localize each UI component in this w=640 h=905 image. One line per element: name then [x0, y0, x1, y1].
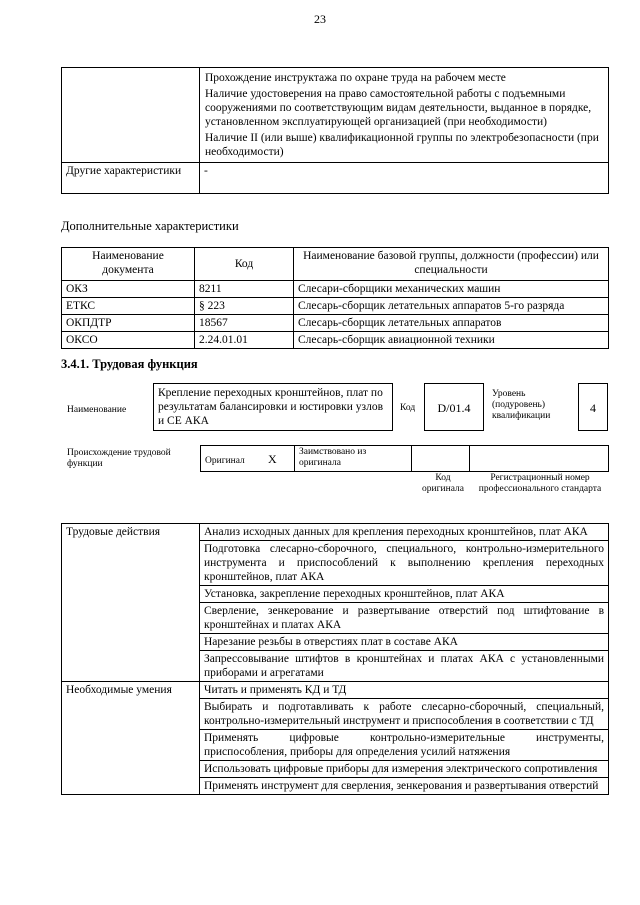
other-characteristics-value: -: [200, 163, 609, 194]
code-cell: 8211: [195, 281, 294, 298]
other-characteristics-label: Другие характеристики: [62, 163, 200, 194]
code-value: D/01.4: [437, 401, 471, 415]
requirement-line: Наличие удостоверения на право самостоятельной работы с подъемными сооружениями по соответствующим видам деятельности, выданное в порядке, установленном эксплуатирующей организацией (при необходимости): [205, 88, 592, 128]
level-box: [578, 383, 608, 431]
doc-cell: ЕТКС: [62, 298, 195, 315]
function-heading: 3.4.1. Трудовая функция: [61, 357, 198, 371]
doc-cell: ОКСО: [62, 332, 195, 349]
additional-table: [61, 247, 609, 349]
skill-item: Выбирать и подготавливать к работе слесарно-сборочный, специальный, контрольно-измерительный инструмент и приспособления в соответствии с ТД: [200, 699, 609, 730]
skills-label: Необходимые умения: [62, 682, 200, 795]
action-item: Сверление, зенкерование и развертывание отверстий под штифтование в кронштейнах и платах АКА: [200, 603, 609, 634]
group-cell: Слесарь-сборщик летательных аппаратов 5-го разряда: [294, 298, 609, 315]
header-group: Наименование базовой группы, должности (профессии) или специальности: [294, 248, 609, 281]
reg-number-label: Регистрационный номер профессионального стандарта: [478, 473, 602, 494]
page-number: 23: [314, 12, 326, 26]
skill-item: Читать и применять КД и ТД: [200, 682, 609, 699]
origin-divider: [411, 445, 412, 472]
header-document: Наименование документа: [62, 248, 195, 281]
action-item: Установка, закрепление переходных кронштейнов, плат АКА: [200, 586, 609, 603]
function-name: Крепление переходных кронштейнов, плат по результатам балансировки и юстировки узлов и СЕ АКА: [158, 387, 384, 427]
action-item: Подготовка слесарно-сборочного, специального, контрольно-измерительного инструмента и приспособлений к выполнению крепления переходных кронштейнов, плат АКА: [200, 541, 609, 586]
name-label: Наименование: [67, 405, 127, 415]
origin-row: [200, 445, 609, 472]
table-row: [62, 281, 609, 298]
level-label: Уровень (подуровень) квалификации: [492, 389, 551, 421]
group-cell: Слесари-сборщики механических машин: [294, 281, 609, 298]
function-name-box: [153, 383, 393, 431]
additional-title: Дополнительные характеристики: [61, 219, 239, 233]
skill-item: Использовать цифровые приборы для измерения электрического сопротивления: [200, 761, 609, 778]
level-value: 4: [590, 401, 596, 415]
requirement-line: Наличие II (или выше) квалификационной группы по электробезопасности (при необходимости): [205, 132, 599, 158]
code-box: [424, 383, 484, 431]
group-cell: Слесарь-сборщик летательных аппаратов: [294, 315, 609, 332]
skill-item: Применять цифровые контрольно-измерительные инструменты, приспособления, приборы для определения усилий натяжения: [200, 730, 609, 761]
doc-cell: ОКЗ: [62, 281, 195, 298]
skill-item: Применять инструмент для сверления, зенкерования и развертывания отверстий: [200, 778, 609, 795]
action-item: Анализ исходных данных для крепления переходных кронштейнов, плат АКА: [200, 524, 609, 541]
code-original-label: Код оригинала: [422, 473, 464, 494]
requirements-table: [61, 67, 609, 194]
requirement-line: Прохождение инструктажа по охране труда на рабочем месте: [205, 72, 506, 84]
group-cell: Слесарь-сборщик авиационной техники: [294, 332, 609, 349]
origin-divider: [469, 445, 470, 472]
borrowed-label: Заимствовано из оригинала: [299, 447, 367, 468]
original-label: Оригинал: [205, 456, 245, 466]
table-row: [62, 315, 609, 332]
original-mark: X: [268, 452, 277, 466]
requirements-cell: [200, 68, 609, 163]
action-item: Запрессовывание штифтов в кронштейнах и платах АКА с установленными приборами и агрегатами: [200, 651, 609, 682]
code-cell: 18567: [195, 315, 294, 332]
action-item: Нарезание резьбы в отверстиях плат в составе АКА: [200, 634, 609, 651]
doc-cell: ОКПДТР: [62, 315, 195, 332]
code-cell: § 223: [195, 298, 294, 315]
header-code: Код: [195, 248, 294, 281]
origin-label: Происхождение трудовой функции: [67, 448, 171, 469]
table-row: [62, 298, 609, 315]
code-cell: 2.24.01.01: [195, 332, 294, 349]
actions-skills-table: [61, 523, 609, 795]
actions-label: Трудовые действия: [62, 524, 200, 682]
origin-divider: [294, 445, 295, 472]
code-label: Код: [400, 403, 416, 413]
table-row: [62, 332, 609, 349]
